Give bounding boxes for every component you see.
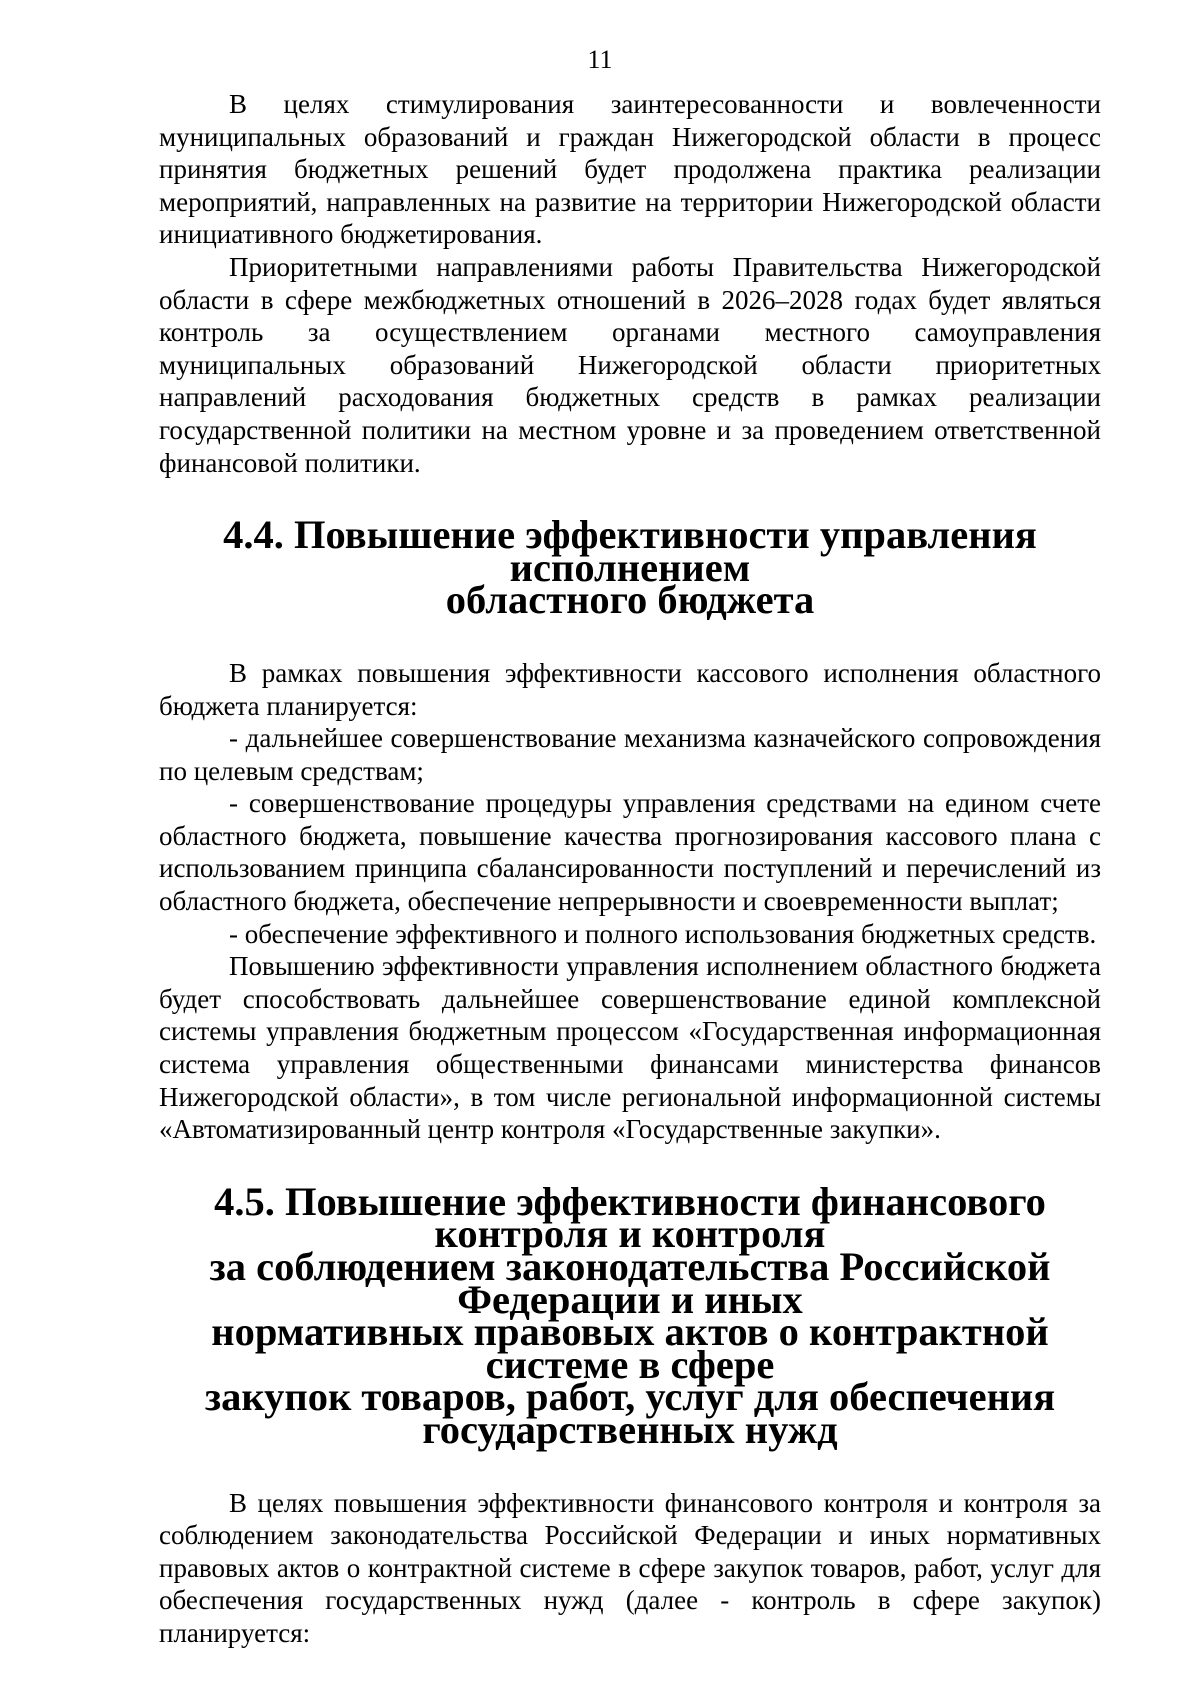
- document-body: [159, 88, 1101, 1650]
- heading-line: 4.5. Повышение эффективности финансового контроля и контроля: [214, 1178, 1046, 1257]
- heading-line: областного бюджета: [445, 577, 815, 623]
- section-4-5-body: [159, 1487, 1101, 1650]
- section-4-4-body: [159, 657, 1101, 1146]
- page-number: 11: [587, 45, 613, 74]
- paragraph: Повышению эффективности управления исполнением областного бюджета будет способствовать дальнейшее совершенствование единой комплексной системы управления бюджетным процессом «Государственная информационная система управления общественными финансами министерства финансов Нижегородской области», в том числе региональной информационной системы «Автоматизированный центр контроля «Государственные закупки».: [159, 951, 1101, 1145]
- paragraph: В рамках повышения эффективности кассового исполнения областного бюджета планируется:: [159, 657, 1101, 721]
- list-item: - обеспечение эффективного и полного использования бюджетных средств.: [229, 918, 1097, 949]
- paragraph: В целях стимулирования заинтересованности и вовлеченности муниципальных образований и граждан Нижегородской области в процесс принятия бюджетных решений будет продолжена практика реализации мероприятий, направленных на развитие на территории Нижегородской области инициативного бюджетирования.: [159, 89, 1101, 250]
- section-heading-4-5: [159, 1178, 1101, 1452]
- paragraph: Приоритетными направлениями работы Правительства Нижегородской области в сфере межбюджетных отношений в 2026–2028 годах будет являться контроль за осуществлением органами местного самоуправления муниципальных образований Нижегородской области приоритетных направлений расходования бюджетных средств в рамках реализации государственной политики на местном уровне и за проведением ответственной финансовой политики.: [159, 251, 1101, 478]
- section-heading-4-4: [159, 512, 1101, 623]
- list-item: - совершенствование процедуры управления средствами на едином счете областного бюджета, повышение качества прогнозирования кассового плана с использованием принципа сбалансированности поступлений и перечислений из областного бюджета, обеспечение непрерывности и своевременности выплат;: [159, 788, 1101, 917]
- list-item: - дальнейшее совершенствование механизма казначейского сопровождения по целевым средствам;: [159, 723, 1101, 786]
- heading-line: за соблюдением законодательства Российской Федерации и иных: [209, 1244, 1051, 1322]
- paragraph: В целях повышения эффективности финансового контроля и контроля за соблюдением законодательства Российской Федерации и иных нормативных правовых актов о контрактной системе в сфере закупок товаров, работ, услуг для обеспечения государственных нужд (далее - контроль в сфере закупок) планируется:: [159, 1487, 1101, 1648]
- heading-line: 4.4. Повышение эффективности управления исполнением: [223, 512, 1037, 590]
- heading-line: закупок товаров, работ, услуг для обеспечения государственных нужд: [204, 1374, 1056, 1452]
- heading-line: нормативных правовых актов о контрактной системе в сфере: [211, 1309, 1049, 1387]
